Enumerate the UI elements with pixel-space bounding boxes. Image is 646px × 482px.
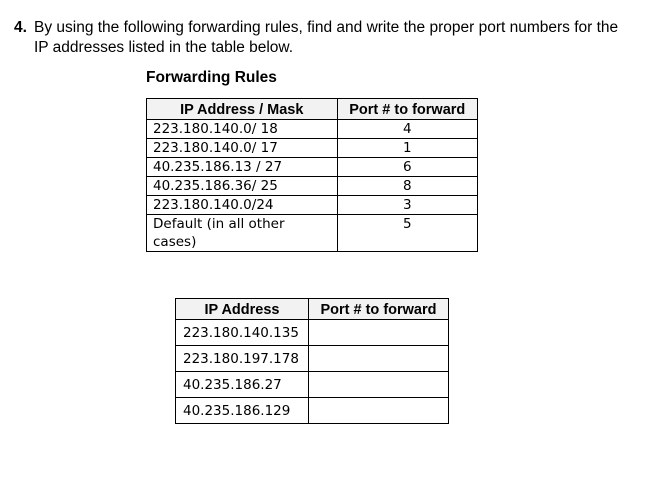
- question-block: [14, 18, 624, 58]
- rule-port: 3: [337, 196, 477, 215]
- rule-port: 1: [337, 139, 477, 158]
- table-row: [147, 177, 478, 196]
- rule-ip-mask: 223.180.140.0/ 18: [147, 120, 338, 139]
- question-text: By using the following forwarding rules, find and write the proper port numbers for the IP addresses listed in the table below.: [34, 19, 619, 56]
- table-row: [176, 398, 449, 424]
- column-header-ip: IP Address: [176, 299, 309, 320]
- table-row: [147, 120, 478, 139]
- table-row: [147, 139, 478, 158]
- answer-ip: 223.180.140.135: [176, 320, 309, 346]
- table-row: [147, 215, 478, 252]
- answer-ip: 223.180.197.178: [176, 346, 309, 372]
- forwarding-rules-table: [146, 98, 478, 252]
- rule-port: 8: [337, 177, 477, 196]
- rule-ip-mask: Default (in all other cases): [147, 215, 338, 252]
- table-header-row: [176, 299, 449, 320]
- table-row: [147, 158, 478, 177]
- table-header-row: [147, 99, 478, 120]
- question-number: 4.: [14, 19, 27, 36]
- rule-ip-mask: 223.180.140.0/24: [147, 196, 338, 215]
- rule-port: 5: [337, 215, 477, 252]
- rule-port: 4: [337, 120, 477, 139]
- answer-port-cell[interactable]: [309, 398, 449, 424]
- rule-ip-mask: 40.235.186.13 / 27: [147, 158, 338, 177]
- table-row: [176, 320, 449, 346]
- column-header-port: Port # to forward: [337, 99, 477, 120]
- answer-port-cell[interactable]: [309, 346, 449, 372]
- answer-port-cell[interactable]: [309, 372, 449, 398]
- answer-ip: 40.235.186.27: [176, 372, 309, 398]
- table-row: [147, 196, 478, 215]
- rule-ip-mask: 40.235.186.36/ 25: [147, 177, 338, 196]
- rule-ip-mask: 223.180.140.0/ 17: [147, 139, 338, 158]
- rule-port: 6: [337, 158, 477, 177]
- table-row: [176, 372, 449, 398]
- forwarding-rules-title: Forwarding Rules: [146, 69, 277, 86]
- column-header-ip-mask: IP Address / Mask: [147, 99, 338, 120]
- answer-table: [175, 298, 449, 424]
- answer-ip: 40.235.186.129: [176, 398, 309, 424]
- column-header-port: Port # to forward: [309, 299, 449, 320]
- table-row: [176, 346, 449, 372]
- answer-port-cell[interactable]: [309, 320, 449, 346]
